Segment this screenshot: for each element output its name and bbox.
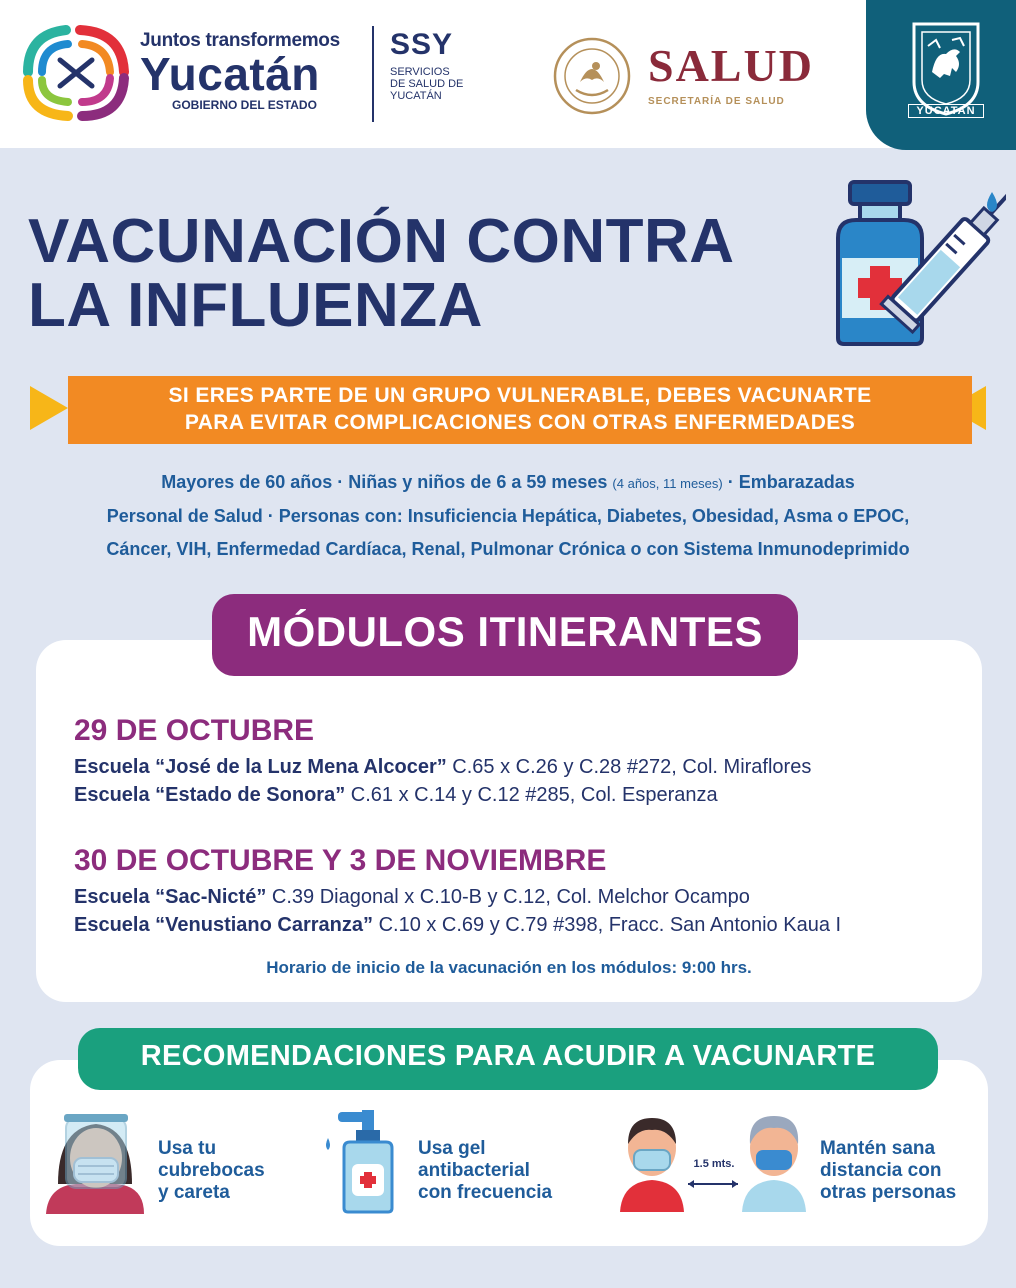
header-divider (372, 26, 374, 122)
title-line2: LA INFLUENZA (28, 271, 483, 340)
school-3 (74, 886, 750, 909)
crest-caption: YUCATAN (908, 104, 984, 118)
title-line1: VACUNACIÓN CONTRA (28, 207, 735, 276)
mexico-seal-icon (552, 36, 632, 116)
school-2-address: C.61 x C.14 y C.12 #285, Col. Esperanza (345, 784, 718, 806)
social-distance-icon (614, 1100, 812, 1214)
date-2: 30 DE OCTUBRE Y 3 DE NOVIEMBRE (74, 844, 607, 877)
vaccination-schedule: Horario de inicio de la vacunación en los módulos: 9:00 hrs. (266, 958, 752, 977)
school-1-name: Escuela “José de la Luz Mena Alcocer” (74, 756, 447, 778)
school-1-address: C.65 x C.26 y C.28 #272, Col. Miraflores (446, 756, 812, 778)
recommendation-2 (418, 1138, 552, 1204)
salud-title: SALUD (648, 40, 814, 91)
ssy-line2: DE SALUD DE (390, 78, 464, 90)
rec1-line3: y careta (158, 1182, 230, 1203)
rec3-line3: otras personas (820, 1182, 957, 1203)
ssy-short: SSY (390, 28, 454, 61)
distance-label: 1.5 mts. (693, 1158, 735, 1170)
salud-brand (648, 42, 814, 107)
yucatan-tagline: Juntos transformemos (140, 30, 340, 51)
banner-line1: SI ERES PARTE DE UN GRUPO VULNERABLE, DEBES VACUNARTE (168, 384, 872, 407)
rec1-line2: cubrebocas (158, 1160, 265, 1181)
rec3-line1: Mantén sana (820, 1138, 936, 1159)
ssy-line1: SERVICIOS (390, 66, 450, 78)
recommendations-heading: RECOMENDACIONES PARA ACUDIR A VACUNARTE (140, 1040, 876, 1072)
groups-line1-b: · Embarazadas (722, 472, 855, 492)
yucatan-government-label: GOBIERNO DEL ESTADO (172, 98, 317, 112)
rec2-line2: antibacterial (418, 1160, 530, 1181)
vaccine-syringe-icon (826, 178, 1006, 348)
mask-face-shield-icon (40, 1104, 150, 1214)
modules-panel (36, 640, 982, 1002)
rec2-line3: con frecuencia (418, 1182, 553, 1203)
school-3-address: C.39 Diagonal x C.10-B y C.12, Col. Melchor Ocampo (266, 886, 750, 908)
vulnerable-groups (0, 466, 1016, 566)
recommendation-3 (820, 1138, 956, 1204)
rec2-line1: Usa gel (418, 1138, 486, 1159)
school-4-name: Escuela “Venustiano Carranza” (74, 914, 374, 936)
yucatan-logo-icon (20, 20, 132, 124)
date-1: 29 DE OCTUBRE (74, 714, 315, 747)
groups-line2: Personal de Salud · Personas con: Insuficiencia Hepática, Diabetes, Obesidad, Asma o EPOC, (106, 506, 910, 526)
school-4-address: C.10 x C.69 y C.79 #398, Fracc. San Antonio Kaua I (373, 914, 842, 936)
groups-line1 (0, 466, 1016, 500)
school-3-name: Escuela “Sac-Nicté” (74, 886, 267, 908)
hand-sanitizer-icon (318, 1108, 410, 1214)
school-2-name: Escuela “Estado de Sonora” (74, 784, 346, 806)
ssy-line3: YUCATÁN (390, 90, 442, 102)
recommendation-1 (158, 1138, 265, 1204)
groups-line3: Cáncer, VIH, Enfermedad Cardíaca, Renal, Pulmonar Crónica o con Sistema Inmunodeprimido (106, 539, 910, 559)
school-4 (74, 914, 841, 937)
rec1-line1: Usa tu (158, 1138, 217, 1159)
yucatan-name: Yucatán (140, 48, 320, 100)
modules-heading: MÓDULOS ITINERANTES (247, 608, 763, 655)
banner-left-arrow (30, 386, 68, 430)
page-title (28, 207, 735, 340)
banner-line2: PARA EVITAR COMPLICACIONES CON OTRAS ENFERMEDADES (184, 411, 856, 434)
rec3-line2: distancia con (820, 1160, 942, 1181)
warning-banner-text (68, 382, 972, 436)
school-2 (74, 784, 718, 807)
yucatan-government-brand (140, 30, 360, 112)
ssy-brand (390, 28, 463, 102)
groups-line1-a: Mayores de 60 años · Niñas y niños de 6 a 59 meses (161, 472, 613, 492)
salud-subtitle: SECRETARÍA DE SALUD (648, 96, 785, 107)
groups-line1-small: (4 años, 11 meses) (612, 476, 723, 491)
school-1 (74, 756, 811, 779)
